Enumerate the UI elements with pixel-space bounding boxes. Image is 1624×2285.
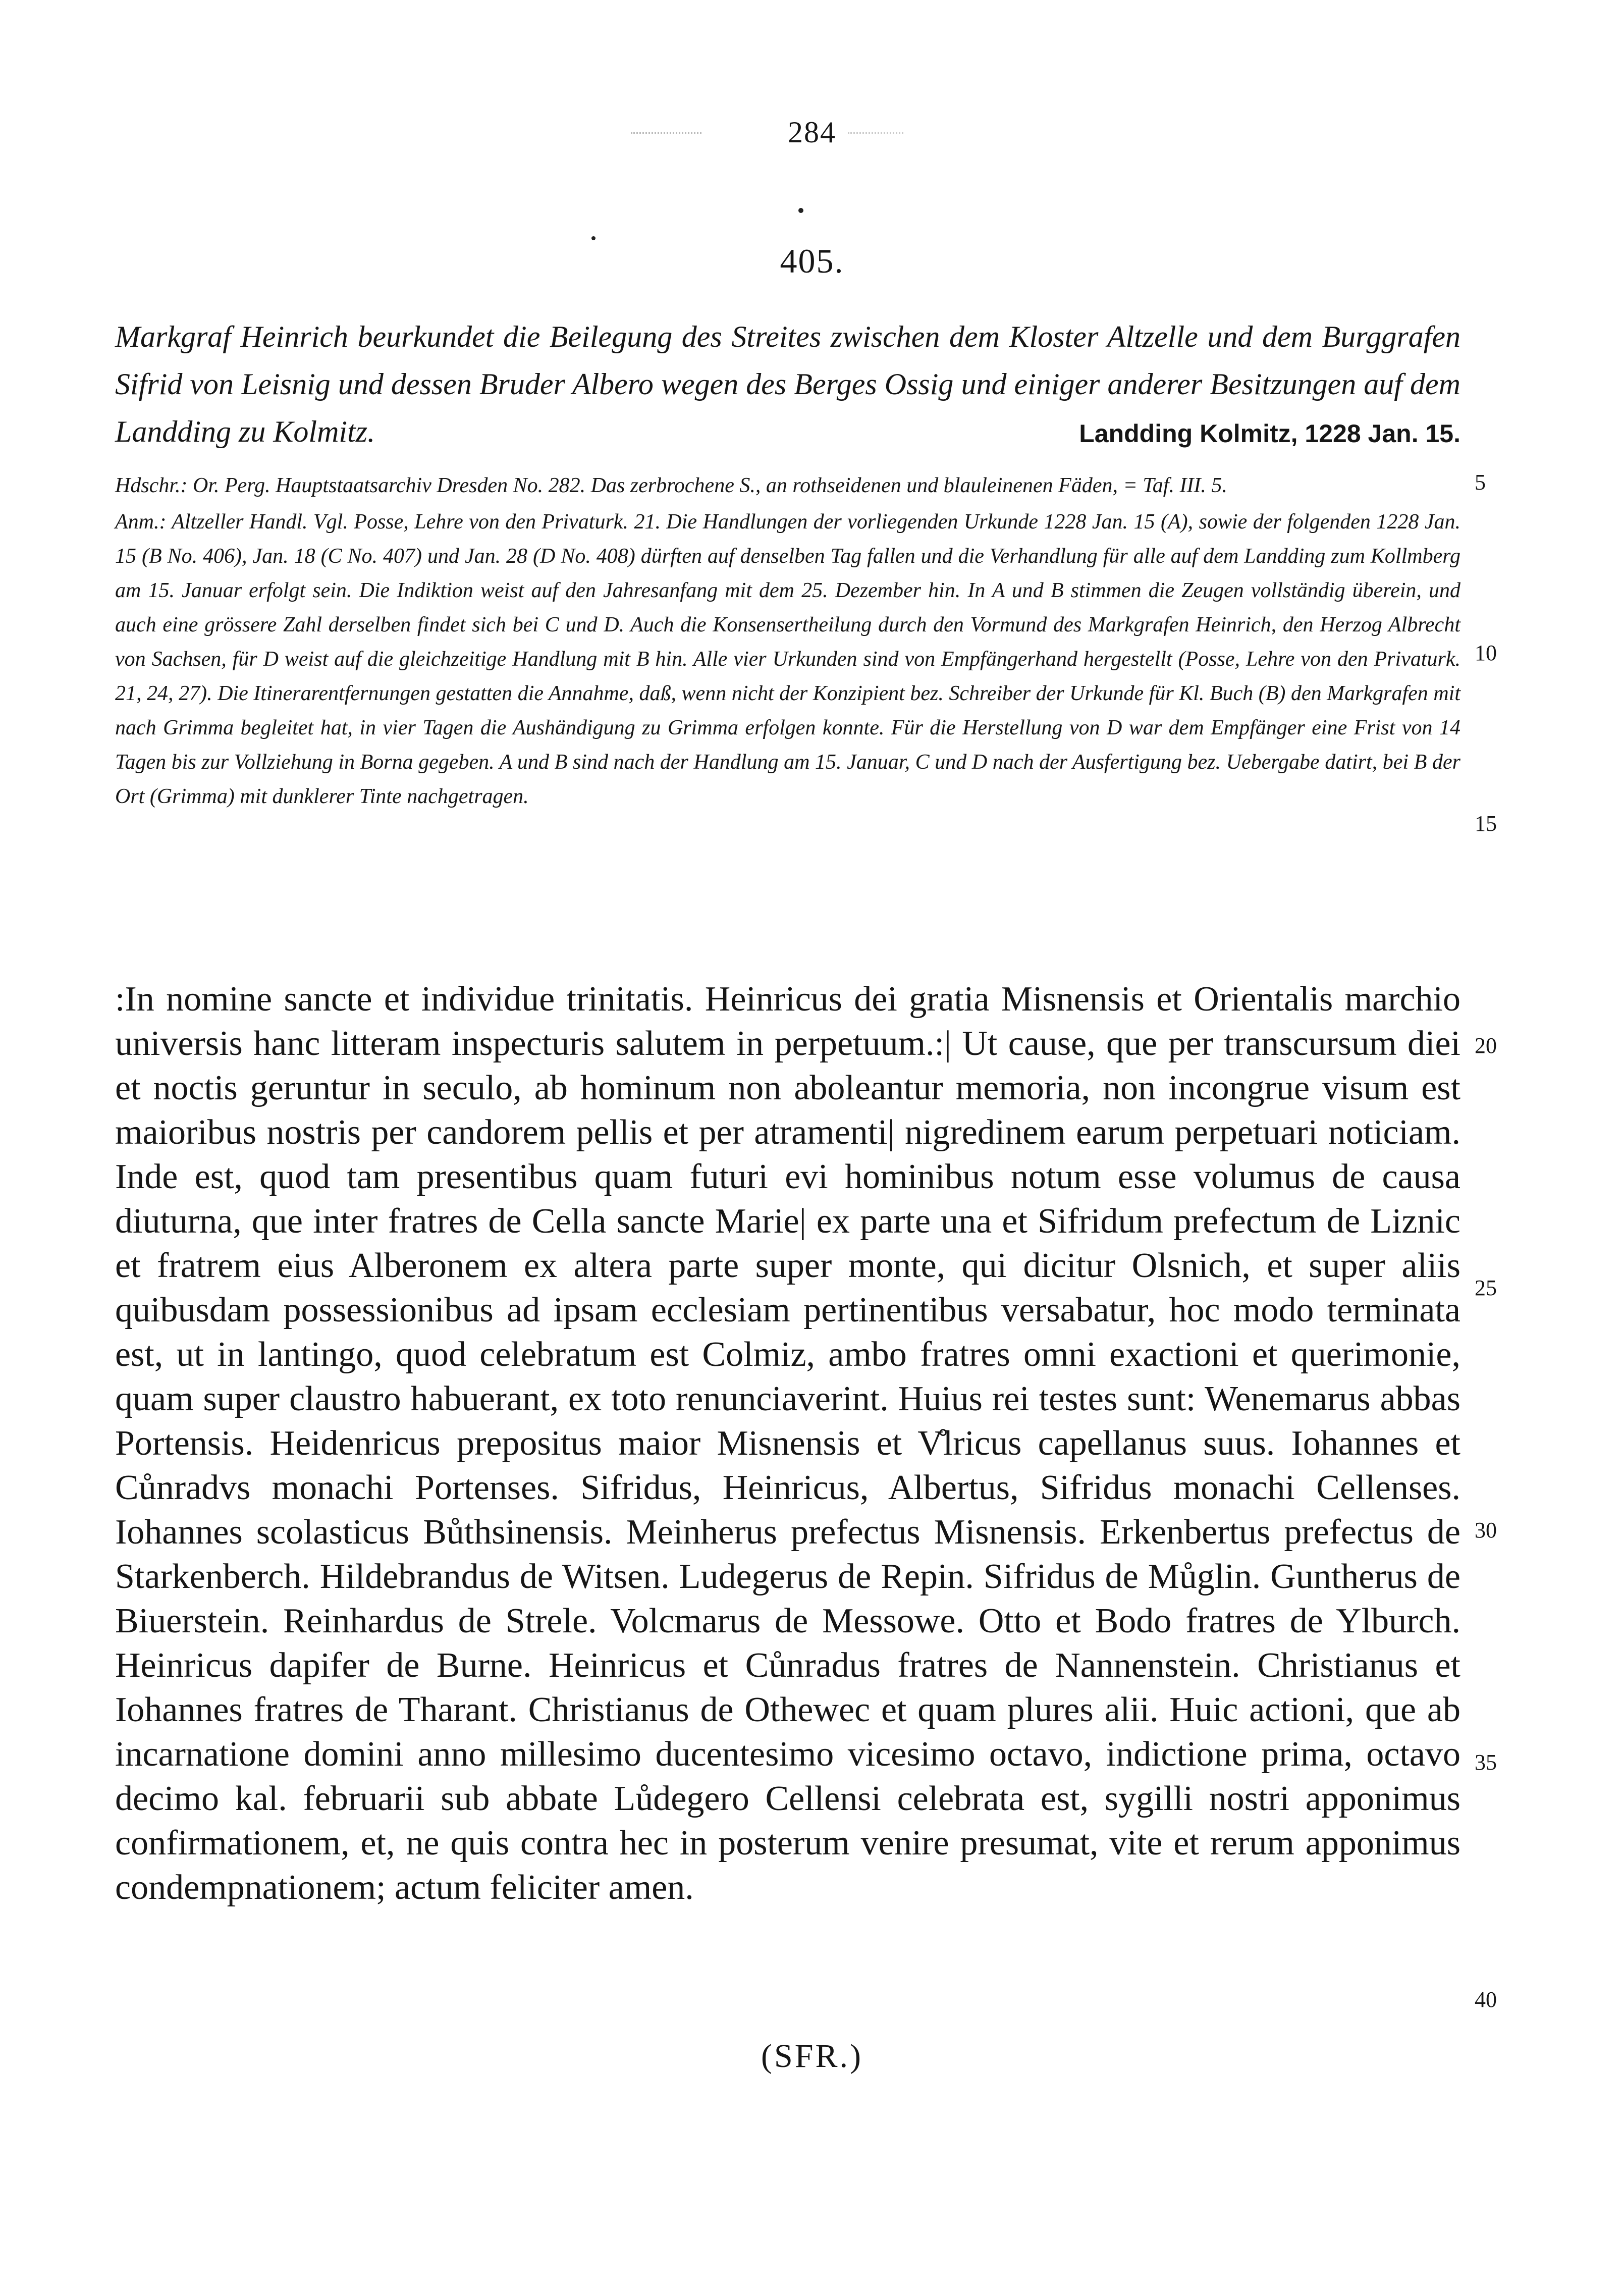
scan-speck bbox=[591, 236, 596, 240]
critical-apparatus bbox=[115, 468, 1460, 814]
annotation-note: Anm.: Altzeller Handl. Vgl. Posse, Lehre von den Privaturk. 21. Die Handlungen der vorliegenden Urkunde 1228 Jan. 15 (A), sowie der folgenden 1228 Jan. 15 (B No. 406), Jan. 18 (C No. 407) und Jan. 28 (D No. 408) dürften auf denselben Tag fallen und die Verhandlung für alle auf dem Landding zum Kollmberg am 15. Januar erfolgt sein. Die Indiktion weist auf den Jahresanfang mit dem 25. Dezember hin. In A und B stimmen die Zeugen vollständig überein, und auch eine grössere Zahl derselben findet sich bei C und D. Auch die Konsensertheilung durch den Vormund des Markgrafen Heinrich, den Herzog Albrecht von Sachsen, für D weist auf die gleichzeitige Handlung mit B hin. Alle vier Urkunden sind von Empfängerhand hergestellt (Posse, Lehre von den Privaturk. 21, 24, 27). Die Itinerarentfernungen gestatten die Annahme, daß, wenn nicht der Konzipient bez. Schreiber der Urkunde für Kl. Buch (B) den Markgrafen mit nach Grimma begleitet hat, in vier Tagen die Aushändigung zu Grimma erfolgen konnte. Für die Herstellung von D war dem Empfänger eine Frist von 14 Tagen bis zur Vollziehung in Borna gegeben. A und B sind nach der Handlung am 15. Januar, C und D nach der Ausfertigung bez. Uebergabe datirt, bei B der Ort (Grimma) mit dunklerer Tinte nachgetragen. bbox=[115, 510, 1460, 808]
regest-text: Markgraf Heinrich beurkundet die Beilegung des Streites zwischen dem Kloster Altzelle und dem Burggrafen Sifrid von Leisnig und dessen Bruder Albero wegen des Berges Ossig und einiger anderer Besitzungen auf dem Landding zu Kolmitz. bbox=[115, 320, 1460, 448]
line-number: 40 bbox=[1475, 1987, 1497, 2012]
line-number: 15 bbox=[1475, 811, 1497, 836]
regest bbox=[115, 313, 1460, 457]
charter-text: :In nomine sancte et individue trinitatis. Heinricus dei gratia Misnensis et Orientalis marchio universis hanc litteram inspecturis salutem in perpetuum.:| Ut cause, que per transcursum diei et noctis geruntur in seculo, ab hominum non aboleantur memoria, non incongrue visum est maioribus nostris per candorem pellis et per atramenti| nigredinem earum perpetuari noticiam. Inde est, quod tam presentibus quam futuri evi hominibus notum esse volumus de causa diuturna, que inter fratres de Cella sancte Marie| ex parte una et Sifridum prefectum de Liznic et fratrem eius Alberonem ex altera parte super monte, qui dicitur Olsnich, et super aliis quibusdam possessionibus ad ipsam ecclesiam pertinentibus versabatur, hoc modo terminata est, ut in lantingo, quod celebratum est Colmiz, ambo fratres omni exactioni et querimonie, quam super claustro habuerant, ex toto renunciaverint. Huius rei testes sunt: Wenemarus abbas Portensis. Heidenricus prepositus maior Misnensis et V̊lricus capellanus suus. Iohannes et Cůnradvs monachi Portenses. Sifridus, Heinricus, Albertus, Sifridus monachi Cellenses. Iohannes scolasticus Bůthsinensis. Meinherus prefectus Misnensis. Erkenbertus prefectus de Starkenberch. Hildebrandus de Witsen. Ludegerus de Repin. Sifridus de Můglin. Guntherus de Biuerstein. Reinhardus de Strele. Volcmarus de Messowe. Otto et Bodo fratres de Ylburch. Heinricus dapifer de Burne. Heinricus et Cůnradus fratres de Nannenstein. Christianus et Iohannes fratres de Tharant. Christianus de Othewec et quam plures alii. Huic actioni, que ab incarnatione domini anno millesimo ducentesimo vicesimo octavo, indictione prima, octavo decimo kal. februarii sub abbate Lůdegero Cellensi celebrata est, sygilli nostri apponimus confirmationem, et, ne quis contra hec in posterum venire presumat, vite et rerum apponimus condempnationem; actum feliciter amen. bbox=[115, 980, 1460, 1907]
line-number: 35 bbox=[1475, 1750, 1497, 1775]
document-number: 405. bbox=[780, 242, 844, 280]
page-number: 284 bbox=[788, 116, 836, 149]
line-number: 10 bbox=[1475, 641, 1497, 665]
line-number: 25 bbox=[1475, 1276, 1497, 1300]
place-date: Landding Kolmitz, 1228 Jan. 15. bbox=[1079, 419, 1460, 448]
seal-note: (SFR.) bbox=[761, 2038, 863, 2075]
line-number: 30 bbox=[1475, 1518, 1497, 1543]
manuscript-note: Hdschr.: Or. Perg. Hauptstaatsarchiv Dresden No. 282. Das zerbrochene S., an rothseidenen und blauleinenen Fäden, = Taf. III. 5. bbox=[115, 474, 1227, 497]
line-number: 20 bbox=[1475, 1033, 1497, 1058]
scan-speck bbox=[798, 208, 803, 213]
line-number: 5 bbox=[1475, 470, 1486, 495]
